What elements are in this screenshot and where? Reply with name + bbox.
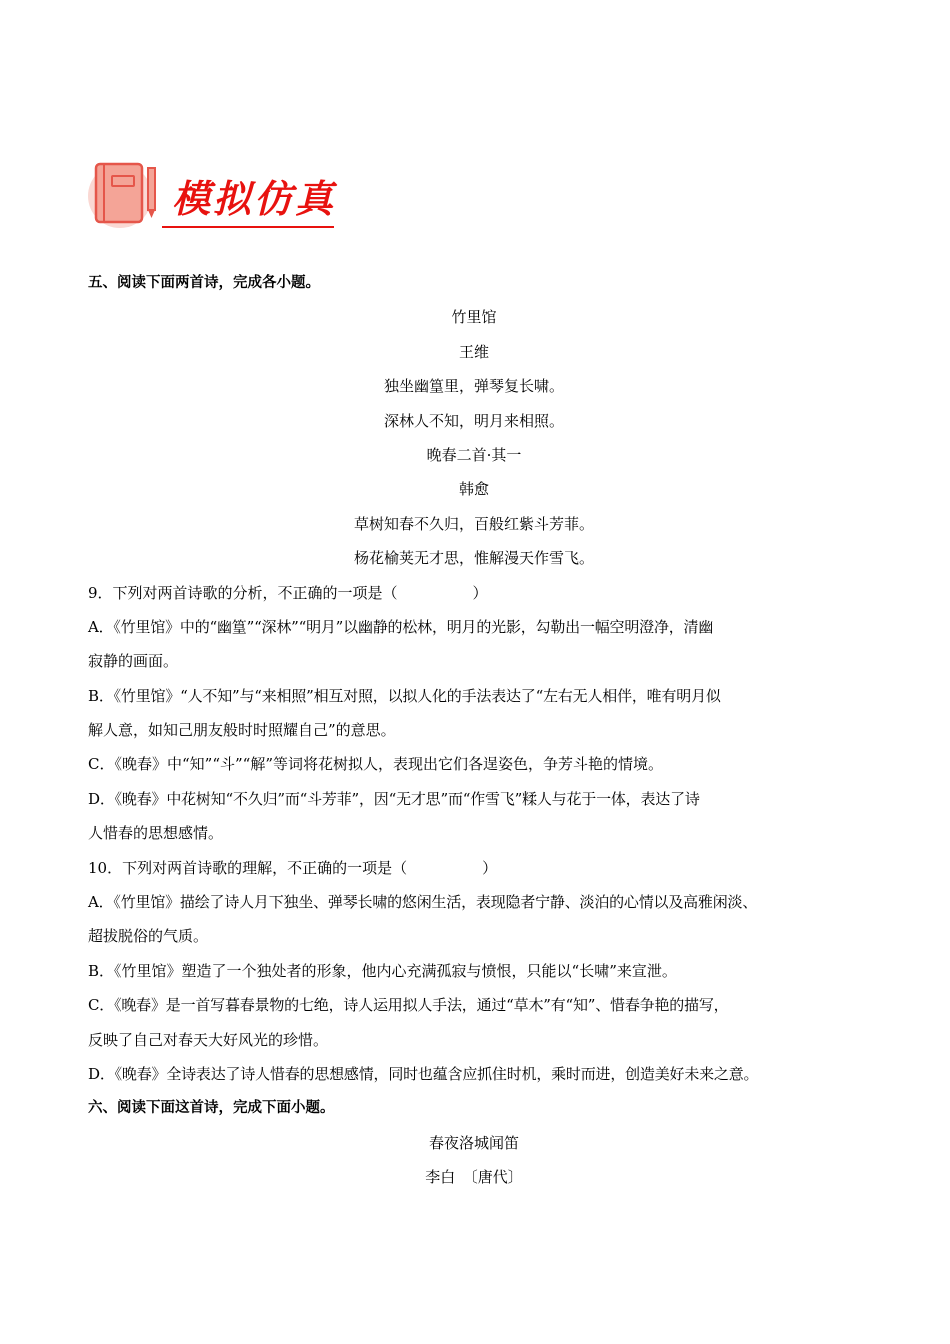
poem-1-author: 王维 [458, 342, 489, 361]
question-9-option-a-line-2: 寂静的画面。 [88, 652, 179, 671]
section-5-heading: 五、阅读下面两首诗，完成各小题。 [88, 275, 320, 291]
question-10-option-c-line-2: 反映了自己对春天大好风光的珍惜。 [88, 1030, 329, 1049]
question-9-stem: 9．下列对两首诗歌的分析，不正确的一项是（ ） [88, 583, 488, 602]
question-9-option-b-line-2: 解人意，如知己朋友般时时照耀自己”的意思。 [88, 721, 396, 740]
question-10-option-d: D．《晚春》全诗表达了诗人惜春的思想感情，同时也蕴含应抓住时机，乘时而进，创造美好未来之意。 [88, 1064, 759, 1083]
question-9-option-a-line-1: A．《竹里馆》中的“幽篁”“深林”“明月”以幽静的松林，明月的光影，勾勒出一幅空明澄净，清幽 [88, 617, 714, 636]
poem-1-title: 竹里馆 [451, 308, 497, 327]
question-10-stem: 10．下列对两首诗歌的理解，不正确的一项是（ ） [88, 858, 498, 877]
banner-underline [162, 226, 334, 228]
section-banner [86, 158, 346, 232]
poem-2-title: 晚春二首·其一 [426, 445, 522, 464]
question-9-option-b-line-1: B．《竹里馆》“人不知”与“来相照”相互对照，以拟人化的手法表达了“左右无人相伴，唯有明月似 [88, 686, 721, 705]
poem-1-line-2: 深林人不知，明月来相照。 [383, 411, 564, 430]
question-10-option-a-line-1: A．《竹里馆》描绘了诗人月下独坐、弹琴长啸的悠闲生活，表现隐者宁静、淡泊的心情以及高雅闲淡、 [88, 893, 758, 912]
question-10-option-a-line-2: 超拔脱俗的气质。 [88, 927, 209, 946]
document-body [88, 266, 860, 1195]
question-9-option-d-line-1: D．《晚春》中花树知“不久归”而“斗芳菲”，因“无才思”而“作雪飞”糅人与花于一体，表达了诗 [88, 789, 700, 808]
poem-1-line-1: 独坐幽篁里，弹琴复长啸。 [383, 377, 564, 396]
question-10-option-b: B．《竹里馆》塑造了一个独处者的形象，他内心充满孤寂与愤恨，只能以“长啸”来宣泄。 [88, 961, 677, 980]
notebook-pencil-icon [86, 158, 166, 230]
poem-2-line-2: 杨花榆荚无才思，惟解漫天作雪飞。 [353, 549, 594, 568]
question-9-option-c: C．《晚春》中“知”“斗”“解”等词将花树拟人，表现出它们各逞姿色，争芳斗艳的情境。 [88, 755, 663, 774]
banner-title: 模拟仿真 [172, 177, 337, 221]
poem-3-author: 李白 〔唐代〕 [425, 1168, 523, 1187]
question-10-option-c-line-1: C．《晚春》是一首写暮春景物的七绝，诗人运用拟人手法，通过“草木”有“知”、惜春争艳的描写， [88, 996, 729, 1015]
section-6-heading: 六、阅读下面这首诗，完成下面小题。 [88, 1100, 335, 1117]
poem-3-title: 春夜洛城闻笛 [428, 1133, 519, 1152]
poem-2-line-1: 草树知春不久归，百般红紫斗芳菲。 [353, 514, 594, 533]
question-9-option-d-line-2: 人惜春的思想感情。 [88, 824, 224, 843]
poem-2-author: 韩愈 [458, 480, 489, 499]
